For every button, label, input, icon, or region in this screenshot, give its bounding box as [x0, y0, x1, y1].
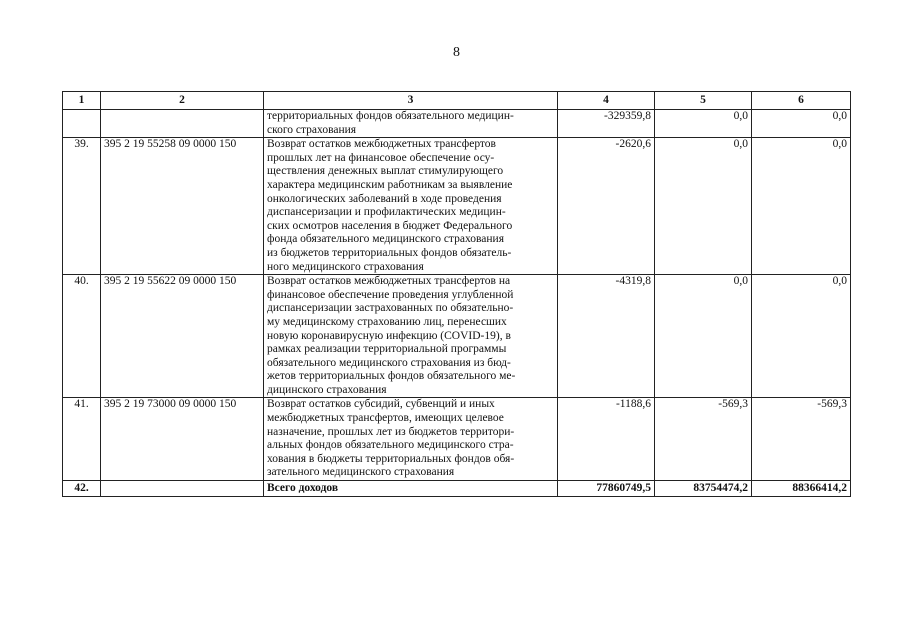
value-col-4: -4319,8 — [558, 275, 655, 398]
row-number: 39. — [63, 138, 101, 275]
description-line: назначение, прошлых лет из бюджетов территори- — [267, 425, 515, 438]
column-header-6: 6 — [752, 92, 851, 110]
budget-code: 395 2 19 55258 09 0000 150 — [101, 138, 264, 275]
row-description — [264, 138, 558, 275]
row-description — [264, 110, 558, 138]
description-line: фонда обязательного медицинского страхования — [267, 233, 504, 246]
column-header-2: 2 — [101, 92, 264, 110]
table-row — [63, 110, 851, 138]
table-body — [63, 110, 851, 497]
description-line: хования в бюджеты территориальных фондов обя- — [267, 452, 515, 465]
row-number: 40. — [63, 275, 101, 398]
description-line: обязательного медицинского страхования из бюд- — [267, 356, 511, 369]
value-col-6: 88366414,2 — [752, 481, 851, 497]
description-line: ществления денежных выплат стимулирующего — [267, 165, 504, 178]
description-line: территориальных фондов обязательного медицин- — [267, 110, 514, 122]
value-col-6: 0,0 — [752, 138, 851, 275]
column-header-3: 3 — [264, 92, 558, 110]
header-row — [63, 92, 851, 110]
description-line: межбюджетных трансфертов, имеющих целевое — [267, 412, 504, 425]
value-col-5: 0,0 — [655, 138, 752, 275]
description-line: рамках реализации территориальной программы — [267, 343, 507, 356]
description-line: ских осмотров населения в бюджет Федерального — [267, 219, 513, 232]
description-line: дицинского страхования — [267, 383, 387, 396]
value-col-4: 77860749,5 — [558, 481, 655, 497]
description-line: финансовое обеспечение проведения углубленной — [267, 288, 514, 301]
row-number — [63, 110, 101, 138]
value-col-6: 0,0 — [752, 110, 851, 138]
description-line: характера медицинским работникам за выявление — [267, 178, 513, 191]
description-line: ного медицинского страхования — [267, 260, 424, 273]
value-col-6: 0,0 — [752, 275, 851, 398]
value-col-5: 0,0 — [655, 110, 752, 138]
column-header-1: 1 — [63, 92, 101, 110]
row-number: 41. — [63, 398, 101, 481]
description-line: зательного медицинского страхования — [267, 466, 455, 479]
table-header — [63, 92, 851, 110]
budget-code: 395 2 19 73000 09 0000 150 — [101, 398, 264, 481]
description-line: Возврат остатков межбюджетных трансфертов на — [267, 275, 511, 288]
row-description — [264, 398, 558, 481]
table-row — [63, 398, 851, 481]
value-col-5: 0,0 — [655, 275, 752, 398]
description-line: Возврат остатков субсидий, субвенций и иных — [267, 398, 495, 411]
description-line: Возврат остатков межбюджетных трансфертов — [267, 138, 496, 151]
description-line: альных фондов обязательного медицинского стра- — [267, 439, 514, 452]
description-line: диспансеризации и профилактических медицин- — [267, 206, 506, 219]
value-col-4: -329359,8 — [558, 110, 655, 138]
column-header-5: 5 — [655, 92, 752, 110]
description-line: онкологических заболеваний в ходе проведения — [267, 192, 502, 205]
table-row — [63, 138, 851, 275]
description-line: прошлых лет на финансовое обеспечение осу- — [267, 151, 495, 164]
budget-table — [62, 91, 851, 497]
description-line: му медицинскому страхованию лиц, перенесших — [267, 315, 507, 328]
value-col-5: 83754474,2 — [655, 481, 752, 497]
value-col-4: -2620,6 — [558, 138, 655, 275]
total-label: Всего доходов — [264, 481, 558, 497]
total-row — [63, 481, 851, 497]
description-line: жетов территориальных фондов обязательного ме- — [267, 370, 516, 383]
value-col-6: -569,3 — [752, 398, 851, 481]
value-col-4: -1188,6 — [558, 398, 655, 481]
table-row — [63, 275, 851, 398]
row-description — [264, 275, 558, 398]
column-header-4: 4 — [558, 92, 655, 110]
budget-code: 395 2 19 55622 09 0000 150 — [101, 275, 264, 398]
description-line: диспансеризации застрахованных по обязательно- — [267, 302, 514, 315]
budget-code — [101, 110, 264, 138]
row-number: 42. — [63, 481, 101, 497]
description-line: из бюджетов территориальных фондов обязатель- — [267, 246, 512, 259]
page-number: 8 — [453, 45, 460, 60]
value-col-5: -569,3 — [655, 398, 752, 481]
budget-code — [101, 481, 264, 497]
description-line: ского страхования — [267, 123, 357, 136]
description-line: новую коронавирусную инфекцию (COVID-19), в — [267, 329, 511, 342]
